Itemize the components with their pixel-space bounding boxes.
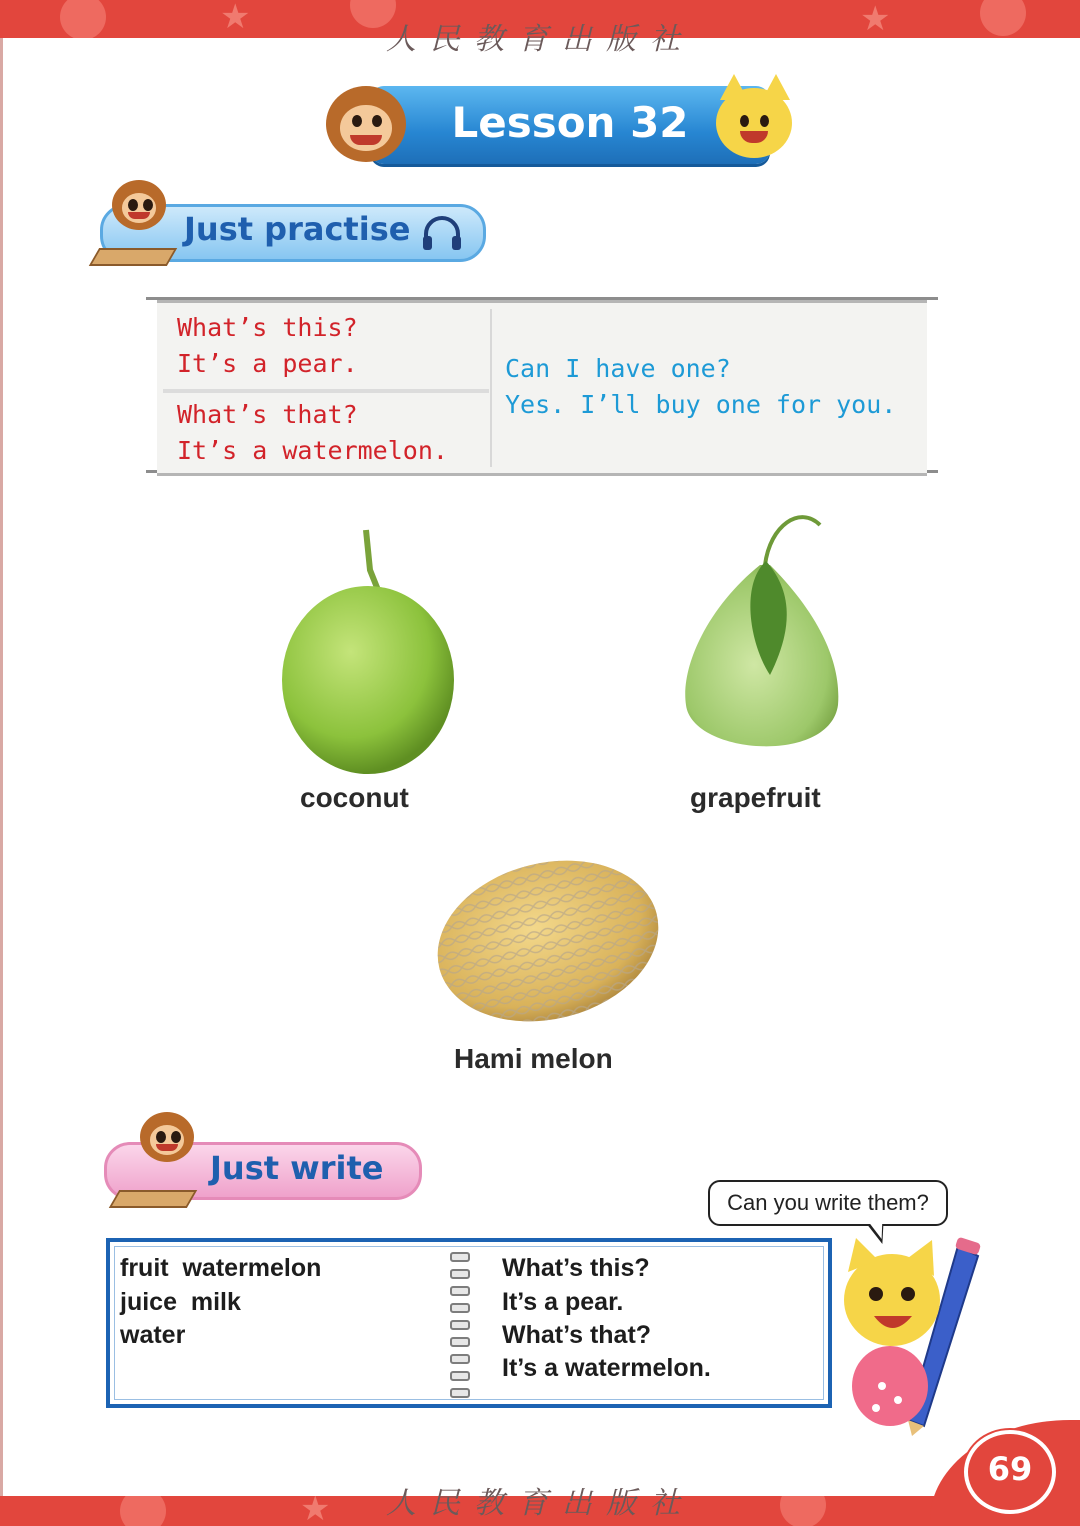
dialogue-line: Can I have one? [505, 354, 731, 383]
cat-mascot-icon [716, 88, 792, 158]
coconut-label: coconut [300, 782, 409, 813]
publisher-header: 人民教育出版社 [386, 22, 694, 57]
publisher-footer: 人民教育出版社 [386, 1486, 694, 1521]
cat-with-pencil-icon [838, 1236, 998, 1436]
dialogue-line: What’s that? [177, 400, 358, 429]
just-practise-title: Just practise [184, 210, 411, 248]
coconut-image [270, 520, 470, 780]
grapefruit-image [670, 505, 850, 775]
speech-bubble-text: Can you write them? [727, 1190, 929, 1215]
dialogue-line: It’s a pear. [177, 349, 358, 378]
vocab-line: water [120, 1321, 186, 1349]
hami-melon-image [430, 855, 666, 1025]
just-write-title: Just write [210, 1149, 384, 1187]
bottom-band: ★ [0, 1496, 1080, 1526]
notebook-spiral [450, 1252, 470, 1392]
desk-icon [89, 248, 177, 266]
lesson-title: Lesson 32 [451, 98, 689, 147]
hami-melon-label: Hami melon [454, 1043, 613, 1074]
monkey-mascot-icon [326, 86, 406, 162]
dialogue-line: What’s this? [177, 313, 358, 342]
sentence-line: What’s this? [502, 1254, 650, 1282]
page-number-badge [964, 1430, 1056, 1514]
page-edge [0, 38, 3, 1496]
sentence-line: It’s a pear. [502, 1288, 624, 1316]
sentence-line: What’s that? [502, 1321, 652, 1349]
sentence-line: It’s a watermelon. [502, 1354, 711, 1382]
top-band: ★ ★ [0, 0, 1080, 38]
vocab-line: fruit watermelon [120, 1254, 322, 1282]
dialogue-line: Yes. I’ll buy one for you. [505, 390, 897, 419]
vocab-line: juice milk [120, 1288, 241, 1316]
monkey-reader-icon [112, 180, 166, 230]
lesson-banner [370, 86, 770, 164]
monkey-writer-icon [140, 1112, 194, 1162]
dialogue-line: It’s a watermelon. [177, 436, 448, 465]
headphones-icon [420, 214, 464, 252]
desk-icon [109, 1190, 197, 1208]
grapefruit-label: grapefruit [690, 782, 821, 813]
speech-bubble [708, 1180, 948, 1226]
page-number: 69 [987, 1450, 1033, 1488]
